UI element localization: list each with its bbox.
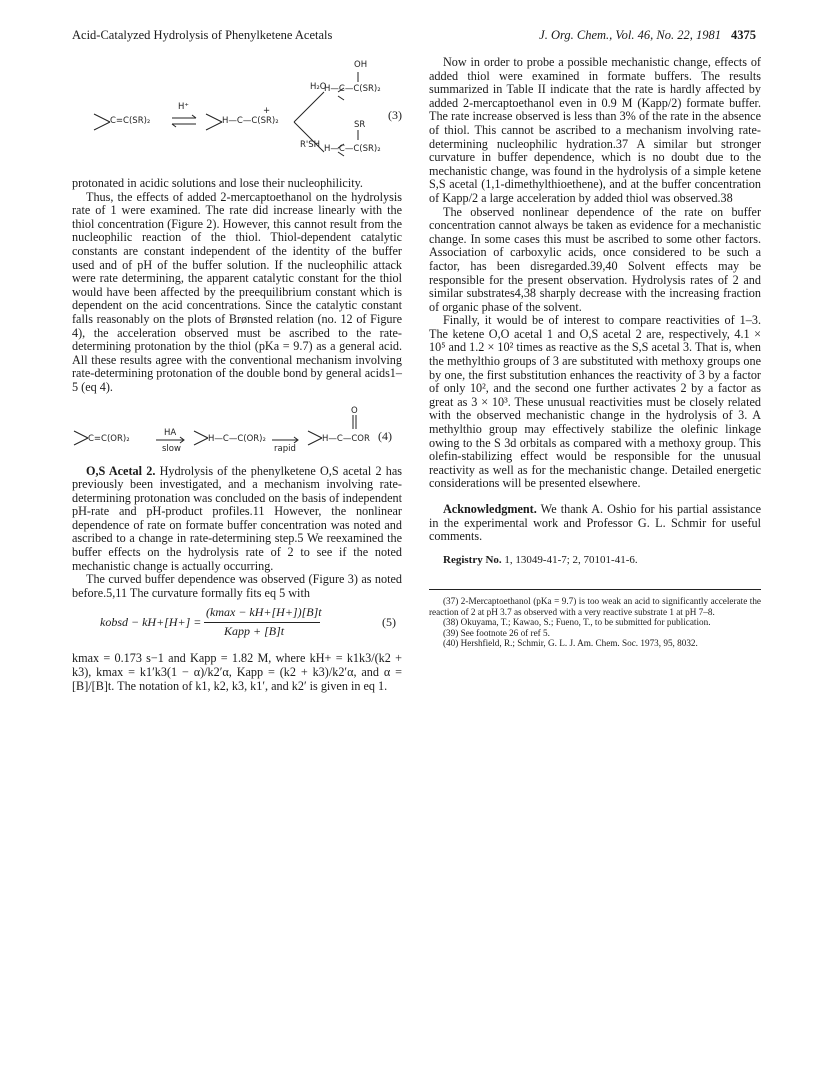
equation-number-5: (5) <box>382 615 396 630</box>
acknowledgment <box>429 503 761 544</box>
page-number: 4375 <box>731 28 756 42</box>
equation-5-denominator: Kapp + [B]t <box>224 624 285 639</box>
scheme-4 <box>72 405 402 457</box>
footnote-38: (38) Okuyama, T.; Kawao, S.; Fueno, T., to be submitted for publication. <box>443 617 711 628</box>
journal-citation <box>539 28 756 43</box>
registry <box>429 554 761 568</box>
scheme-3-thio: SR <box>354 120 366 130</box>
scheme-3-product-top: H—C—C(SR)₂ <box>324 84 381 94</box>
scheme-4-acid: HA <box>164 427 177 438</box>
scheme-3-cation: H—C—C(SR)₂ <box>222 116 279 126</box>
paragraph-text: Hydrolysis of the phenylketene O,S acetal 2 has previously been investigated, and a mechanism involving rate-determining protonation was concluded on the basis of independent pH-rate and pH-product profiles.11 However, the nonlinear dependence of rate on formate buffer concentration was noted and ascribed to a change in rate-determining step.5 We reexamined the buffer effects on the hydrolysis rate of 2 to see if the noted mechanistic change is actually occurring. <box>72 463 402 573</box>
scheme-3 <box>88 58 408 168</box>
section-heading: O,S Acetal 2. <box>86 463 156 478</box>
equation-number-4: (4) <box>378 428 392 443</box>
equation-5-lhs: kobsd − kH+[H+] = <box>100 615 202 630</box>
scheme-4-cation: H—C—C(OR)₂ <box>208 433 266 444</box>
paragraph: Now in order to probe a possible mechanistic change, effects of added thiol were examined in formate buffers. The results summarized in Table II indicate that the rate is hardly affected by added 2-mercaptoethanol even in 0.9 M (Kapp/2) formate buffer. The rate increase observed is less than 3% of the rate in the absence of thiol. This cannot be ascribed to a mechanism involving rate-determining nucleophilic hydration.37 A similar but stronger curvature in buffer dependence, which is no doubt due to the mechanistic change, was found in the hydrolysis of a simple ketene S,S acetal (1,1-dimethylthioethene), and at the buffer concentration of Kapp/2 a large acceleration by added thiol was observed.38 <box>429 55 761 205</box>
acknowledgment-heading: Acknowledgment. <box>443 502 537 516</box>
footnote-divider <box>429 589 761 590</box>
spacer <box>429 544 761 554</box>
scheme-4-slow: slow <box>162 443 181 454</box>
left-column <box>72 177 402 693</box>
paragraph: Thus, the effects of added 2-mercaptoethanol on the hydrolysis rate of 1 were examined. The rate did increase linearly with the thiol concentration (Figure 2). However, this cannot result from the nucleophilic reaction of the thiol. Thiol-dependent catalytic constants are constant independent of the identity of the buffer used and of pH of the buffer solution. If the nucleophilic attack were rate determining, the apparent catalytic constant for the thiol would have been affected by the preequilibrium constant which is dependent on the acid concentrations. Since the catalytic constant falls reasonably on the plots of Brønsted relation (no. 12 of Figure 4), the acceleration observed must be ascribed to the rate-determining protonation by the thiol (pKa = 9.7) as a general acid. All these results agree with the conventional mechanism involving rate-determining protonation of the double bond by general acids1–5 (eq 4). <box>72 189 402 394</box>
scheme-3-water: H₂O <box>310 82 327 92</box>
right-column <box>429 56 761 648</box>
scheme-3-reactant: C=C(SR)₂ <box>110 116 151 126</box>
scheme-3-product-bottom: H—C—C(SR)₂ <box>324 144 381 154</box>
footnote-39: (39) See footnote 26 of ref 5. <box>443 627 550 638</box>
equation-5 <box>72 606 402 646</box>
registry-heading: Registry No. <box>443 553 502 566</box>
paragraph: The observed nonlinear dependence of the rate on buffer concentration cannot always be taken as evidence for a mechanistic change. In some cases this must be ascribed to some other factors. Association of carboxylic acids, once considered to be such a factor, has been disregarded.39,40 Solvent effects may be responsible for the present observation. Hydrolysis rates of 2 and similar substrates4,38 sharply decrease with the increasing fraction of organic phase of the solvent. <box>429 204 761 314</box>
scheme-4-oxygen: O <box>351 405 358 416</box>
paragraph: Finally, it would be of interest to compare reactivities of 1–3. The ketene O,O acetal 1 and O,S acetal 2 are, respectively, 4.1 × 10⁵ and 1.2 × 10² times as reactive as the S,S acetal 3. That is, when the methylthio groups of 3 are substituted with methoxy groups one by one, the first substitution enhances the reactivity of 3 by a factor of only 10², and the second one further activates 2 by a factor as great as 3 × 10³. These unusual reactivities must be closely related with the observed mechanistic change in the hydrolysis of 3. A methylthio group may effectively stabilize the olefinic linkage owing to the S 3d orbitals as compared with a methoxy group. This olefin-stabilizing effect would be responsible for the unusual reactivity as well as for the mechanistic change. Detailed energetic considerations will be presented elsewhere. <box>429 313 761 491</box>
paragraph: kmax = 0.173 s−1 and Kapp = 1.82 M, where kH+ = k1k3/(k2 + k3), kmax = k1′k3(1 − α)/k2′α, Kapp = (k2 + k3)/k2′α, and α = [B]/[B]t. The notation of k1, k2, k3, k1′, and k2′ is given in eq 1. <box>72 651 402 693</box>
acknowledgment-text: We thank A. Oshio for his partial assistance in the experimental work and Professor G. L. Schmir for useful comments. <box>429 502 761 544</box>
registry-text: 1, 13049-41-7; 2, 70101-41-6. <box>504 553 638 566</box>
scheme-3-thiol: R'SH <box>300 140 321 150</box>
scheme-4-reactant: C=C(OR)₂ <box>88 433 130 444</box>
footnote-40: (40) Hershfield, R.; Schmir, G. L. J. Am. Chem. Soc. 1973, 95, 8032. <box>443 638 698 648</box>
scheme-3-cation-charge: + <box>263 106 271 116</box>
running-title: Acid-Catalyzed Hydrolysis of Phenylketene Acetals <box>72 28 333 42</box>
journal-name: J. Org. Chem., Vol. 46, No. 22, 1981 <box>539 28 721 42</box>
footnote-37: (37) 2-Mercaptoethanol (pKa = 9.7) is too weak an acid to significantly accelerate the reaction of 2 at pH 3.7 as observed with a very reactive substrate 1 at pH 7–8. <box>429 596 761 617</box>
scheme-3-hydroxyl: OH <box>354 60 368 70</box>
equation-number-3: (3) <box>388 108 402 122</box>
equation-5-numerator: (kmax − kH+[H+])[B]t <box>206 605 322 620</box>
paragraph <box>72 465 402 574</box>
paragraph: protonated in acidic solutions and lose their nucleophilicity. <box>72 176 363 190</box>
scheme-3-proton: H⁺ <box>178 102 189 112</box>
fraction-bar <box>204 622 320 623</box>
scheme-4-rapid: rapid <box>274 443 296 454</box>
scheme-4-product: H—C—COR <box>322 433 370 444</box>
paragraph: The curved buffer dependence was observed (Figure 3) as noted before.5,11 The curvature formally fits eq 5 with <box>72 572 402 600</box>
